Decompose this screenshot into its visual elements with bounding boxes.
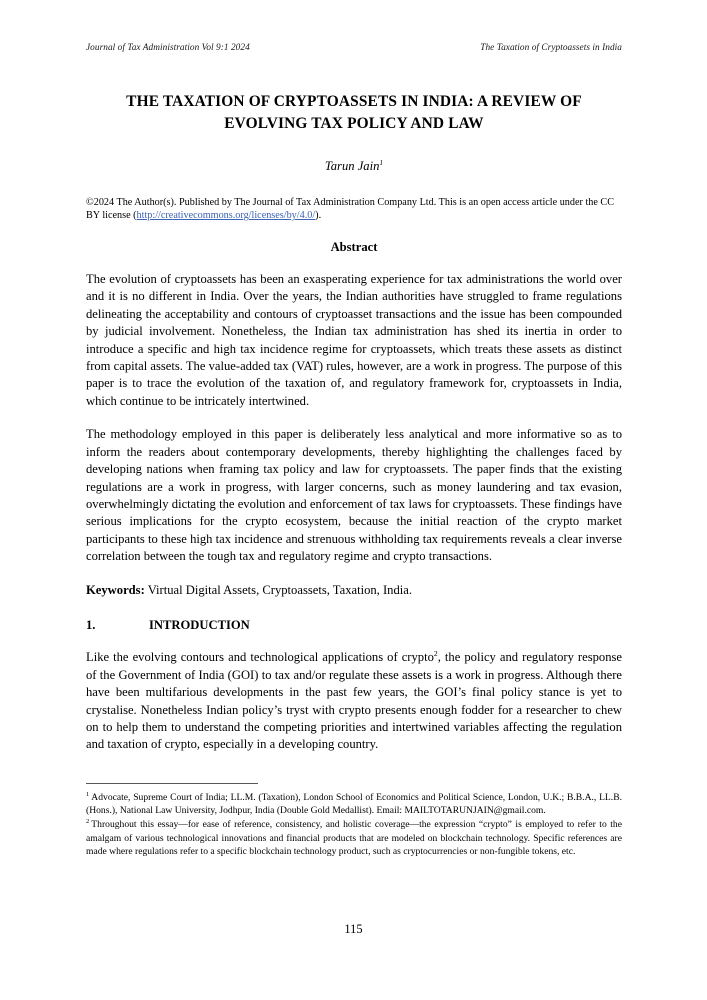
section-title: INTRODUCTION bbox=[149, 618, 250, 633]
footnotes-section bbox=[86, 783, 622, 859]
copyright-text-before: ©2024 The Author(s). Published by The Journal of Tax Administration Company Ltd. This is an open access article under the CC BY license ( bbox=[86, 196, 615, 222]
abstract-paragraph-2: The methodology employed in this paper is deliberately less analytical and more informative so as to inform the readers about contemporary developments, thereby highlighting the challenges faced by developing nations when framing tax policy and law for cryptoassets. The paper finds that the existing regulations are a work in progress, with larger concerns, such as money laundering and tax evasion, overwhelmingly dictating the evolution and enforcement of tax laws for cryptoassets. These findings have serious implications for the crypto ecosystem, because the initial reaction of the crypto market participants to these high tax incidence and strenuous withholding tax requirements reveals a clear inverse correlation between the tough tax and regulatory regime and crypto transactions. bbox=[86, 427, 622, 564]
running-head-left: Journal of Tax Administration Vol 9:1 2024 bbox=[86, 43, 250, 53]
abstract-paragraph-1: The evolution of cryptoassets has been an exasperating experience for tax administrations the world over and it is no different in India. Over the years, the Indian authorities have struggled to frame regulations delineating the acceptability and contours of cryptoasset transactions and the issue has been compounded by judicial involvement. Nonetheless, the Indian tax administration has shed its inertia in order to introduce a specific and high tax incidence regime for cryptoassets, which treats these assets as distinct from capital assets. The value-added tax (VAT) rules, however, are a work in progress. The purpose of this paper is to trace the evolution of the taxation of, and regulatory framework for, cryptoassets in India, which continue to be intricately intertwined. bbox=[86, 271, 622, 408]
introduction-text-part-one: Like the evolving contours and technological applications of crypto bbox=[86, 650, 434, 665]
keywords-values: Virtual Digital Assets, Cryptoassets, Taxation, India. bbox=[147, 582, 413, 597]
keywords-label: Keywords: bbox=[86, 582, 145, 597]
author-name: Tarun Jain bbox=[324, 158, 380, 173]
footnote-1-marker: 1 bbox=[86, 790, 90, 798]
introduction-text-part-two: , the policy and regulatory response of the Government of India (GOI) to tax and/or regulate these assets is a work in progress. Although there have been multifarious developments in the past few years, the GOI’s final policy stance is yet to crystalise. Nonetheless Indian policy’s tryst with crypto presents enough fodder for a researcher to chew on to help them to understand the competing priorities and intertwined variables affecting the regulation and taxation of crypto, especially in a developing country. bbox=[86, 650, 622, 752]
abstract-heading: Abstract bbox=[330, 239, 378, 254]
running-head bbox=[86, 43, 622, 53]
page-title: THE TAXATION OF CRYPTOASSETS IN INDIA: A REVIEW OF EVOLVING TAX POLICY AND LAW bbox=[126, 93, 582, 133]
author-byline bbox=[86, 158, 622, 174]
introduction-paragraph bbox=[86, 649, 622, 754]
footnote-1 bbox=[86, 791, 622, 817]
cc-license-link[interactable]: http://creativecommons.org/licenses/by/4.0/ bbox=[136, 210, 316, 222]
page-number: 115 bbox=[344, 922, 363, 936]
copyright-text-after: ). bbox=[315, 210, 322, 222]
footnote-separator-rule bbox=[86, 783, 258, 784]
footnote-1-text: Advocate, Supreme Court of India; LL.M. (Taxation), London School of Economics and Political Science, London, U.K.; B.B.A., LL.B. (Hons.), National Law University, Jodhpur, India (Double Gold Medallist). Email: MAILTOTARUNJAIN@gmail.com. bbox=[86, 792, 622, 817]
running-head-right: The Taxation of Cryptoassets in India bbox=[480, 43, 622, 53]
copyright-notice bbox=[86, 196, 622, 223]
footnote-2-marker: 2 bbox=[86, 818, 90, 826]
section-heading-introduction bbox=[86, 618, 622, 633]
author-footnote-marker: 1 bbox=[379, 157, 384, 167]
keywords-line bbox=[86, 582, 622, 599]
footnote-2-text: Throughout this essay—for ease of reference, consistency, and holistic coverage—the expression “crypto” is employed to refer to the amalgam of various technological innovations and financial products that are modeled on blockchain technology. Specific references are made where regulations refer to a specific blockchain technology product, such as cryptocurrencies or non-fungible tokens, etc. bbox=[86, 819, 622, 857]
footnote-ref-2: 2 bbox=[433, 649, 438, 658]
section-number: 1. bbox=[86, 618, 96, 633]
footnote-2 bbox=[86, 818, 622, 858]
